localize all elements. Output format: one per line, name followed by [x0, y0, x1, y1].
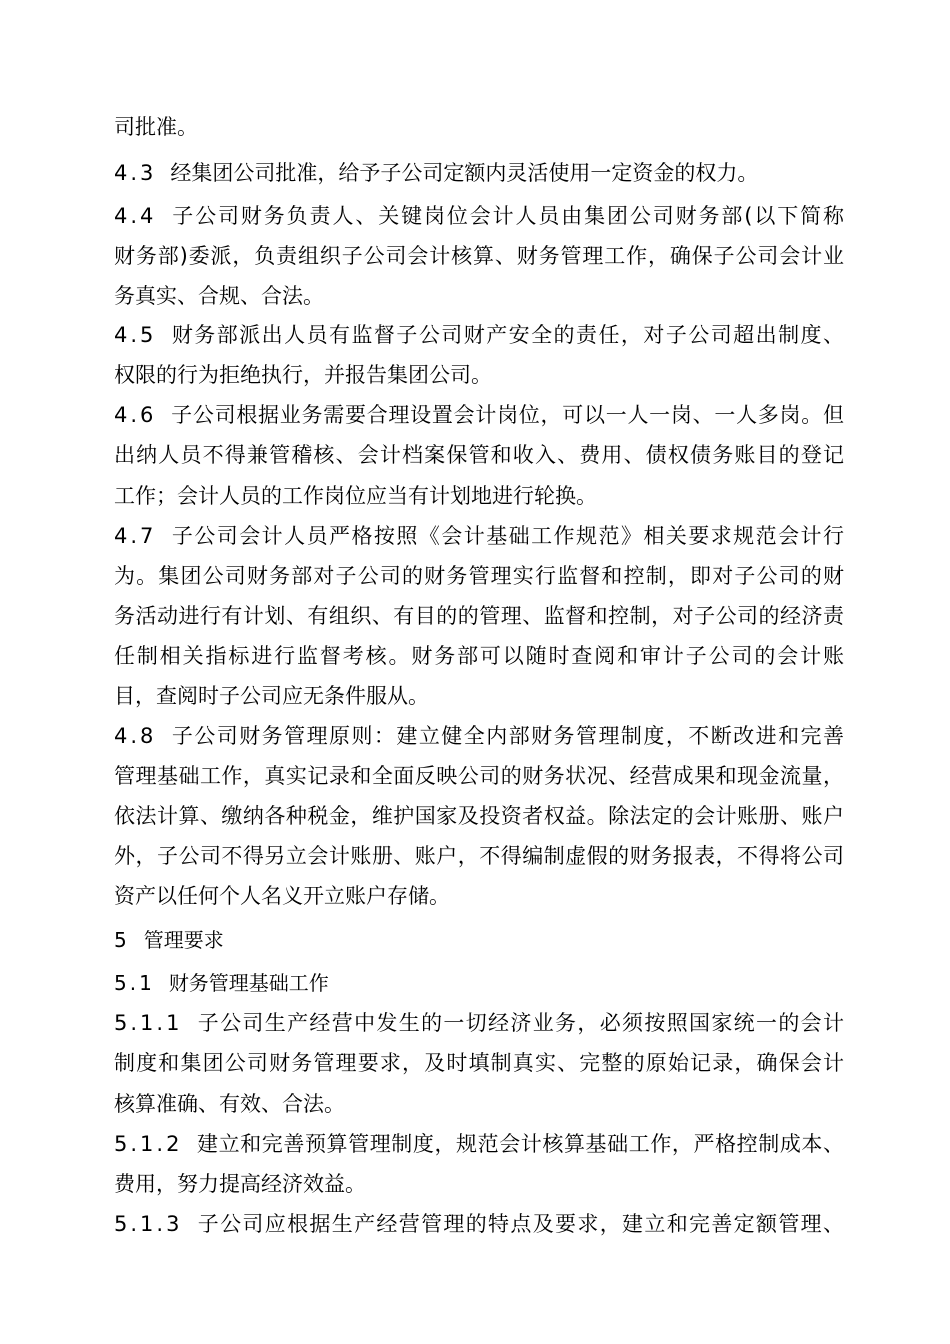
text-line — [114, 196, 844, 236]
text-line — [114, 836, 844, 876]
text-line — [114, 756, 844, 796]
line-text: 司批准。 — [114, 115, 198, 139]
line-text: 子公司财务负责人、关键岗位会计人员由集团公司财务部(以下简称 — [170, 204, 844, 228]
line-text: 财务管理基础工作 — [168, 971, 329, 995]
clause-number: 4.3 — [114, 161, 157, 185]
text-line — [114, 355, 844, 395]
text-line — [114, 516, 844, 556]
line-text: 建立和完善预算管理制度，规范会计核算基础工作，严格控制成本、 — [196, 1132, 844, 1156]
text-line — [114, 476, 844, 516]
line-text: 子公司生产经营中发生的一切经济业务，必须按照国家统一的会计 — [196, 1011, 844, 1035]
line-text: 子公司应根据生产经营管理的特点及要求，建立和完善定额管理、 — [196, 1212, 844, 1236]
text-line — [114, 556, 844, 596]
line-text: 务真实、合规、合法。 — [114, 284, 324, 308]
line-text: 工作；会计人员的工作岗位应当有计划地进行轮换。 — [114, 484, 597, 508]
text-line — [114, 876, 844, 916]
line-text: 管理基础工作，真实记录和全面反映公司的财务状况、经营成果和现金流量， — [114, 764, 844, 788]
clause-number: 5.1.3 — [114, 1212, 183, 1236]
text-line — [114, 107, 844, 147]
text-line — [114, 1043, 844, 1083]
clause-number: 4.4 — [114, 204, 157, 228]
section-heading — [114, 963, 844, 1003]
line-text: 目，查阅时子公司应无条件服从。 — [114, 684, 429, 708]
text-line — [114, 796, 844, 836]
line-text: 为。集团公司财务部对子公司的财务管理实行监督和控制，即对子公司的财 — [114, 564, 844, 588]
text-line — [114, 395, 844, 435]
text-line — [114, 676, 844, 716]
text-line — [114, 1204, 844, 1244]
line-text: 资产以任何个人名义开立账户存储。 — [114, 884, 450, 908]
line-text: 外，子公司不得另立会计账册、账户，不得编制虚假的财务报表，不得将公司 — [114, 844, 844, 868]
text-line — [114, 716, 844, 756]
line-text: 务活动进行有计划、有组织、有目的的管理、监督和控制，对子公司的经济责 — [114, 604, 844, 628]
text-line — [114, 1164, 844, 1204]
line-text: 权限的行为拒绝执行，并报告集团公司。 — [114, 363, 492, 387]
line-text: 费用，努力提高经济效益。 — [114, 1172, 366, 1196]
clause-number: 4.8 — [114, 724, 157, 748]
line-text: 核算准确、有效、合法。 — [114, 1092, 345, 1116]
line-text: 任制相关指标进行监督考核。财务部可以随时查阅和审计子公司的会计账 — [114, 644, 844, 668]
text-line — [114, 1003, 844, 1043]
line-text: 财务部)委派，负责组织子公司会计核算、财务管理工作，确保子公司会计业 — [114, 244, 844, 268]
line-text: 制度和集团公司财务管理要求，及时填制真实、完整的原始记录，确保会计 — [114, 1051, 844, 1075]
text-line — [114, 315, 844, 355]
clause-number: 4.6 — [114, 403, 157, 427]
clause-number: 5.1 — [114, 971, 155, 995]
text-line — [114, 435, 844, 475]
text-line — [114, 1084, 844, 1124]
line-text: 经集团公司批准，给予子公司定额内灵活使用一定资金的权力。 — [170, 161, 759, 185]
clause-number: 5.1.1 — [114, 1011, 183, 1035]
line-text: 子公司根据业务需要合理设置会计岗位，可以一人一岗、一人多岗。但 — [170, 403, 844, 427]
clause-number: 4.5 — [114, 323, 157, 347]
line-text: 子公司财务管理原则：建立健全内部财务管理制度，不断改进和完善 — [170, 724, 844, 748]
text-line — [114, 276, 844, 316]
clause-number: 5 — [114, 928, 130, 952]
line-text: 依法计算、缴纳各种税金，维护国家及投资者权益。除法定的会计账册、账户 — [114, 804, 844, 828]
section-heading — [114, 920, 844, 960]
line-text: 财务部派出人员有监督子公司财产安全的责任，对子公司超出制度、 — [170, 323, 844, 347]
text-line — [114, 596, 844, 636]
line-text: 出纳人员不得兼管稽核、会计档案保管和收入、费用、债权债务账目的登记 — [114, 443, 844, 467]
line-text: 子公司会计人员严格按照《会计基础工作规范》相关要求规范会计行 — [170, 524, 844, 548]
clause-number: 4.7 — [114, 524, 157, 548]
text-line — [114, 636, 844, 676]
line-text: 管理要求 — [143, 928, 224, 952]
text-line — [114, 153, 844, 193]
clause-number: 5.1.2 — [114, 1132, 183, 1156]
text-line — [114, 236, 844, 276]
text-line — [114, 1124, 844, 1164]
